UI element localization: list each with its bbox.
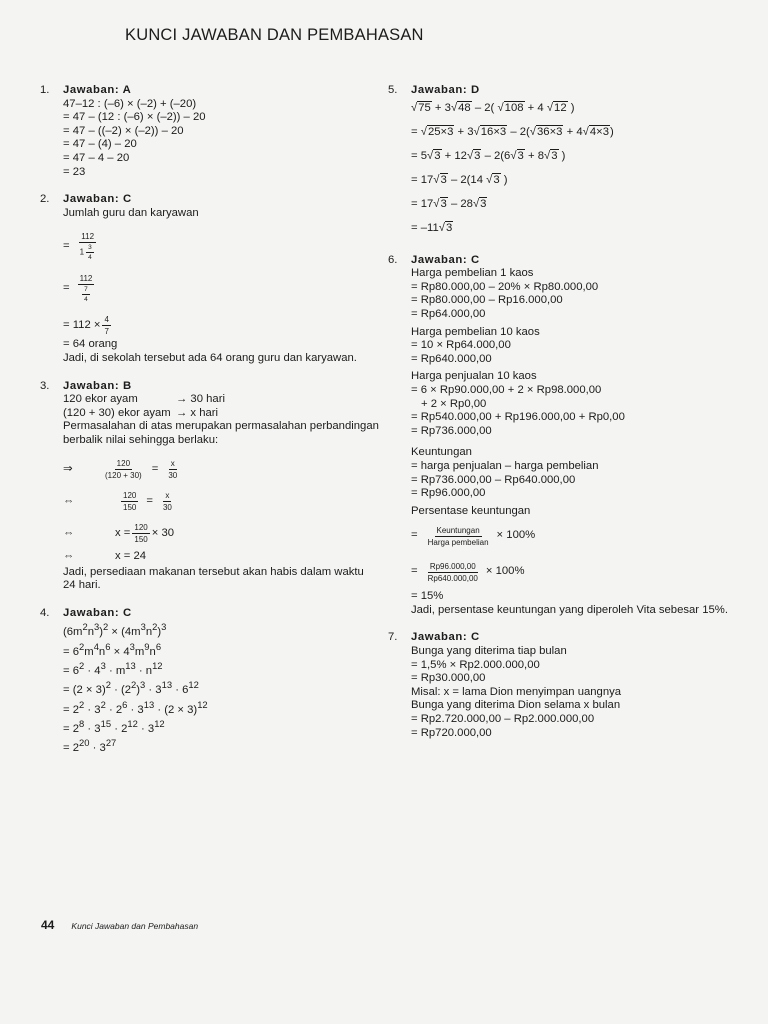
step-line — [63, 407, 370, 421]
step-line: = Rp540.000,00 + Rp196.000,00 + Rp0,00 — [411, 411, 625, 424]
step-line: Bunga yang diterima Dion selama x bulan — [411, 699, 621, 712]
step-line: = Rp736.000,00 – Rp640.000,00 — [411, 473, 576, 486]
step-line: Harga penjualan 10 kaos — [411, 370, 537, 383]
question-number: 1. — [40, 84, 50, 96]
step-line: = Rp720.000,00 — [411, 726, 492, 739]
iff-symbol: ⇔ — [63, 494, 75, 507]
step-line: = $2^{20} \cdot 3^{27}$ — [63, 737, 117, 755]
step-line: = 17√3 – 2(14 √3 ) — [411, 173, 508, 186]
step-line: 47–12 : (–6) × (–2) + (–20) — [63, 97, 197, 110]
numerator: 112 — [79, 273, 93, 283]
numerator: 120 — [123, 491, 137, 500]
step-line: = 47 – 4 – 20 — [63, 151, 130, 164]
step-line: = $2^2 \cdot 3^2 \cdot 2^6 \cdot 3^{13} \cdot (2 \times 3)^{12}$ — [63, 698, 208, 716]
step-text: 120 ekor ayam — [63, 393, 138, 406]
step-line: Keuntungan — [411, 446, 472, 459]
answer-7 — [388, 631, 743, 740]
page-number: 44 — [41, 918, 55, 932]
step-line: Bunga yang diterima tiap bulan — [411, 645, 567, 658]
step-line: = harga penjualan – harga pembelian — [411, 459, 599, 472]
proportion-step — [63, 456, 370, 484]
question-number: 3. — [40, 379, 50, 392]
fraction-step — [411, 558, 743, 586]
denominator: 4 — [88, 253, 92, 261]
step-line: Jumlah guru dan karyawan — [63, 206, 199, 219]
numerator: 3 — [88, 243, 92, 251]
equals-sign: = — [411, 565, 418, 578]
description: berbalik nilai sehingga berlaku: — [63, 433, 219, 446]
step-line: = Rp30.000,00 — [411, 672, 486, 685]
answer-3 — [40, 379, 379, 593]
step-line: = 10 × Rp64.000,00 — [411, 339, 511, 352]
step-line: = 47 – (4) – 20 — [63, 138, 137, 151]
step-line: = Rp64.000,00 — [411, 307, 486, 320]
step-text: (120 + 30) ekor ayam — [63, 406, 171, 419]
step-line: √75 + 3√48 – 2( √108 + 4 √12 ) — [411, 101, 575, 114]
step-line: = 17√3 – 28√3 — [411, 197, 487, 210]
answer-2 — [40, 193, 370, 365]
answer-key: Jawaban: C — [411, 253, 480, 266]
answer-key: Jawaban: A — [63, 84, 132, 96]
step-line: = $6^2 \cdot 4^3 \cdot m^{13} \cdot n^{12}$ — [63, 660, 163, 677]
question-number: 7. — [388, 631, 398, 644]
denominator: 150 — [134, 535, 148, 544]
step-text: = 112 × — [63, 318, 101, 331]
step-line: = 64 orang — [63, 338, 118, 351]
numerator: x — [170, 459, 175, 468]
numerator: 7 — [84, 285, 88, 293]
numerator: Rp96.000,00 — [429, 561, 476, 571]
denominator — [78, 285, 94, 303]
step-line: = Rp2.720.000,00 – Rp2.000.000,00 — [411, 713, 595, 726]
whole-part: 1 — [79, 247, 85, 257]
step-line: $(6m^2n^3)^2 \times (4m^3n^2)^3$ — [63, 621, 167, 639]
numerator: 4 — [104, 314, 109, 324]
fraction — [166, 459, 179, 480]
step-line: = Rp640.000,00 — [411, 352, 492, 365]
step-line: Harga pembelian 1 kaos — [411, 267, 534, 280]
step-line: = 1,5% × Rp2.000.000,00 — [411, 658, 540, 671]
right-column — [388, 84, 743, 740]
answer-key: Jawaban: B — [63, 379, 132, 392]
equals-sign: = — [63, 281, 70, 294]
answer-5 — [388, 84, 743, 246]
page-title: KUNCI JAWABAN DAN PEMBAHASAN — [125, 26, 424, 44]
equals-sign: = — [151, 462, 159, 475]
step-line: = √25×3 + 3√16×3 – 2(√36×3 + 4√4×3) — [411, 125, 614, 138]
fraction-step — [63, 228, 370, 264]
step-text: × 100% — [496, 529, 536, 542]
step-line: = 47 – ((–2) × (–2)) – 20 — [63, 124, 184, 137]
step-line: = Rp80.000,00 – 20% × Rp80.000,00 — [411, 280, 599, 293]
conclusion: 24 hari. — [63, 579, 101, 592]
fraction — [426, 526, 491, 547]
step-line: = 47 – (12 : (–6) × (–2)) – 20 — [63, 111, 206, 124]
step-text: x = — [115, 526, 131, 539]
step-line: = $2^8 \cdot 3^{15} \cdot 2^{12} \cdot 3^{12}$ — [63, 718, 165, 735]
fraction — [78, 232, 98, 261]
numerator: Keuntungan — [436, 525, 480, 535]
step-line: Misal: x = lama Dion menyimpan uangnya — [411, 685, 622, 698]
answer-key: Jawaban: D — [411, 84, 480, 96]
step-line: = 15% — [411, 590, 444, 603]
step-line: Harga pembelian 10 kaos — [411, 325, 540, 338]
denominator: 30 — [162, 503, 172, 512]
conclusion: Jadi, persentase keuntungan yang diperoleh Vita sebesar 15%. — [411, 603, 728, 616]
answer-key: Jawaban: C — [63, 606, 132, 619]
step-line — [63, 393, 370, 407]
denominator: Harga pembelian — [427, 537, 489, 547]
answer-key: Jawaban: C — [63, 193, 132, 206]
equals-sign: = — [146, 494, 153, 507]
fraction — [161, 491, 174, 512]
fraction — [132, 523, 149, 544]
step-line: = Rp736.000,00 — [411, 424, 492, 437]
conclusion: Jadi, persediaan makanan tersebut akan habis dalam waktu — [63, 565, 364, 578]
question-number: 4. — [40, 606, 50, 619]
page-footer — [41, 918, 198, 932]
footer-text: Kunci Jawaban dan Pembahasan — [71, 921, 199, 931]
conclusion: Jadi, di sekolah tersebut ada 64 orang guru dan karyawan. — [63, 351, 357, 364]
numerator: 112 — [81, 231, 95, 241]
equals-sign: = — [63, 239, 70, 252]
numerator: 120 — [116, 459, 131, 468]
step-line: = Rp80.000,00 – Rp16.000,00 — [411, 294, 563, 307]
step-line: = 5√3 + 12√3 – 2(6√3 + 8√3 ) — [411, 149, 566, 162]
fraction-step — [63, 312, 370, 338]
answer-6 — [388, 254, 743, 618]
step-line: = $6^2m^4n^6 \times 4^3m^9n^6$ — [63, 640, 162, 658]
step-line: = 23 — [63, 165, 86, 178]
numerator: 120 — [134, 523, 148, 532]
fraction-step — [63, 268, 370, 308]
step-line: = $(2 \times 3)^2 \cdot (2^2)^3 \cdot 3^{13} \cdot 6^{12}$ — [63, 679, 199, 697]
implies-symbol: ⇒ — [63, 462, 73, 475]
fraction — [121, 491, 138, 512]
answer-4 — [40, 607, 370, 756]
proportion-step — [63, 520, 370, 548]
step-text: x = 24 — [115, 549, 147, 562]
description: Permasalahan di atas merupakan permasalahan perbandingan — [63, 420, 379, 433]
denominator: (120 + 30) — [105, 471, 142, 480]
proportion-step — [63, 548, 370, 566]
answer-1 — [40, 84, 370, 179]
iff-symbol: ⇔ — [63, 526, 75, 539]
question-number: 6. — [388, 253, 398, 266]
fraction — [102, 315, 110, 336]
denominator: 7 — [104, 326, 109, 336]
numerator: x — [165, 491, 170, 500]
denominator: 30 — [168, 471, 178, 480]
fraction — [103, 459, 144, 480]
fraction-step — [411, 522, 743, 550]
iff-symbol: ⇔ — [63, 549, 75, 562]
step-line: = –11√3 — [411, 221, 453, 234]
fraction — [78, 274, 95, 303]
step-line: = 6 × Rp90.000,00 + 2 × Rp98.000,00 — [411, 383, 602, 396]
step-text: × 100% — [485, 565, 525, 578]
step-line: + 2 × Rp0,00 — [421, 397, 487, 410]
step-text: → x hari — [176, 406, 219, 419]
left-column — [40, 84, 379, 756]
question-number: 2. — [40, 193, 50, 206]
denominator: 150 — [123, 503, 137, 512]
question-number: 5. — [388, 84, 398, 96]
denominator: 4 — [84, 295, 88, 303]
answer-key: Jawaban: C — [411, 631, 480, 644]
step-text: × 30 — [151, 526, 175, 539]
step-text: → 30 hari — [176, 393, 225, 406]
denominator: Rp640.000,00 — [427, 573, 478, 583]
equals-sign: = — [411, 529, 418, 542]
fraction — [426, 562, 480, 583]
denominator — [78, 243, 98, 261]
step-line: = Rp96.000,00 — [411, 487, 486, 500]
proportion-step — [63, 488, 370, 516]
step-line: Persentase keuntungan — [411, 504, 531, 517]
